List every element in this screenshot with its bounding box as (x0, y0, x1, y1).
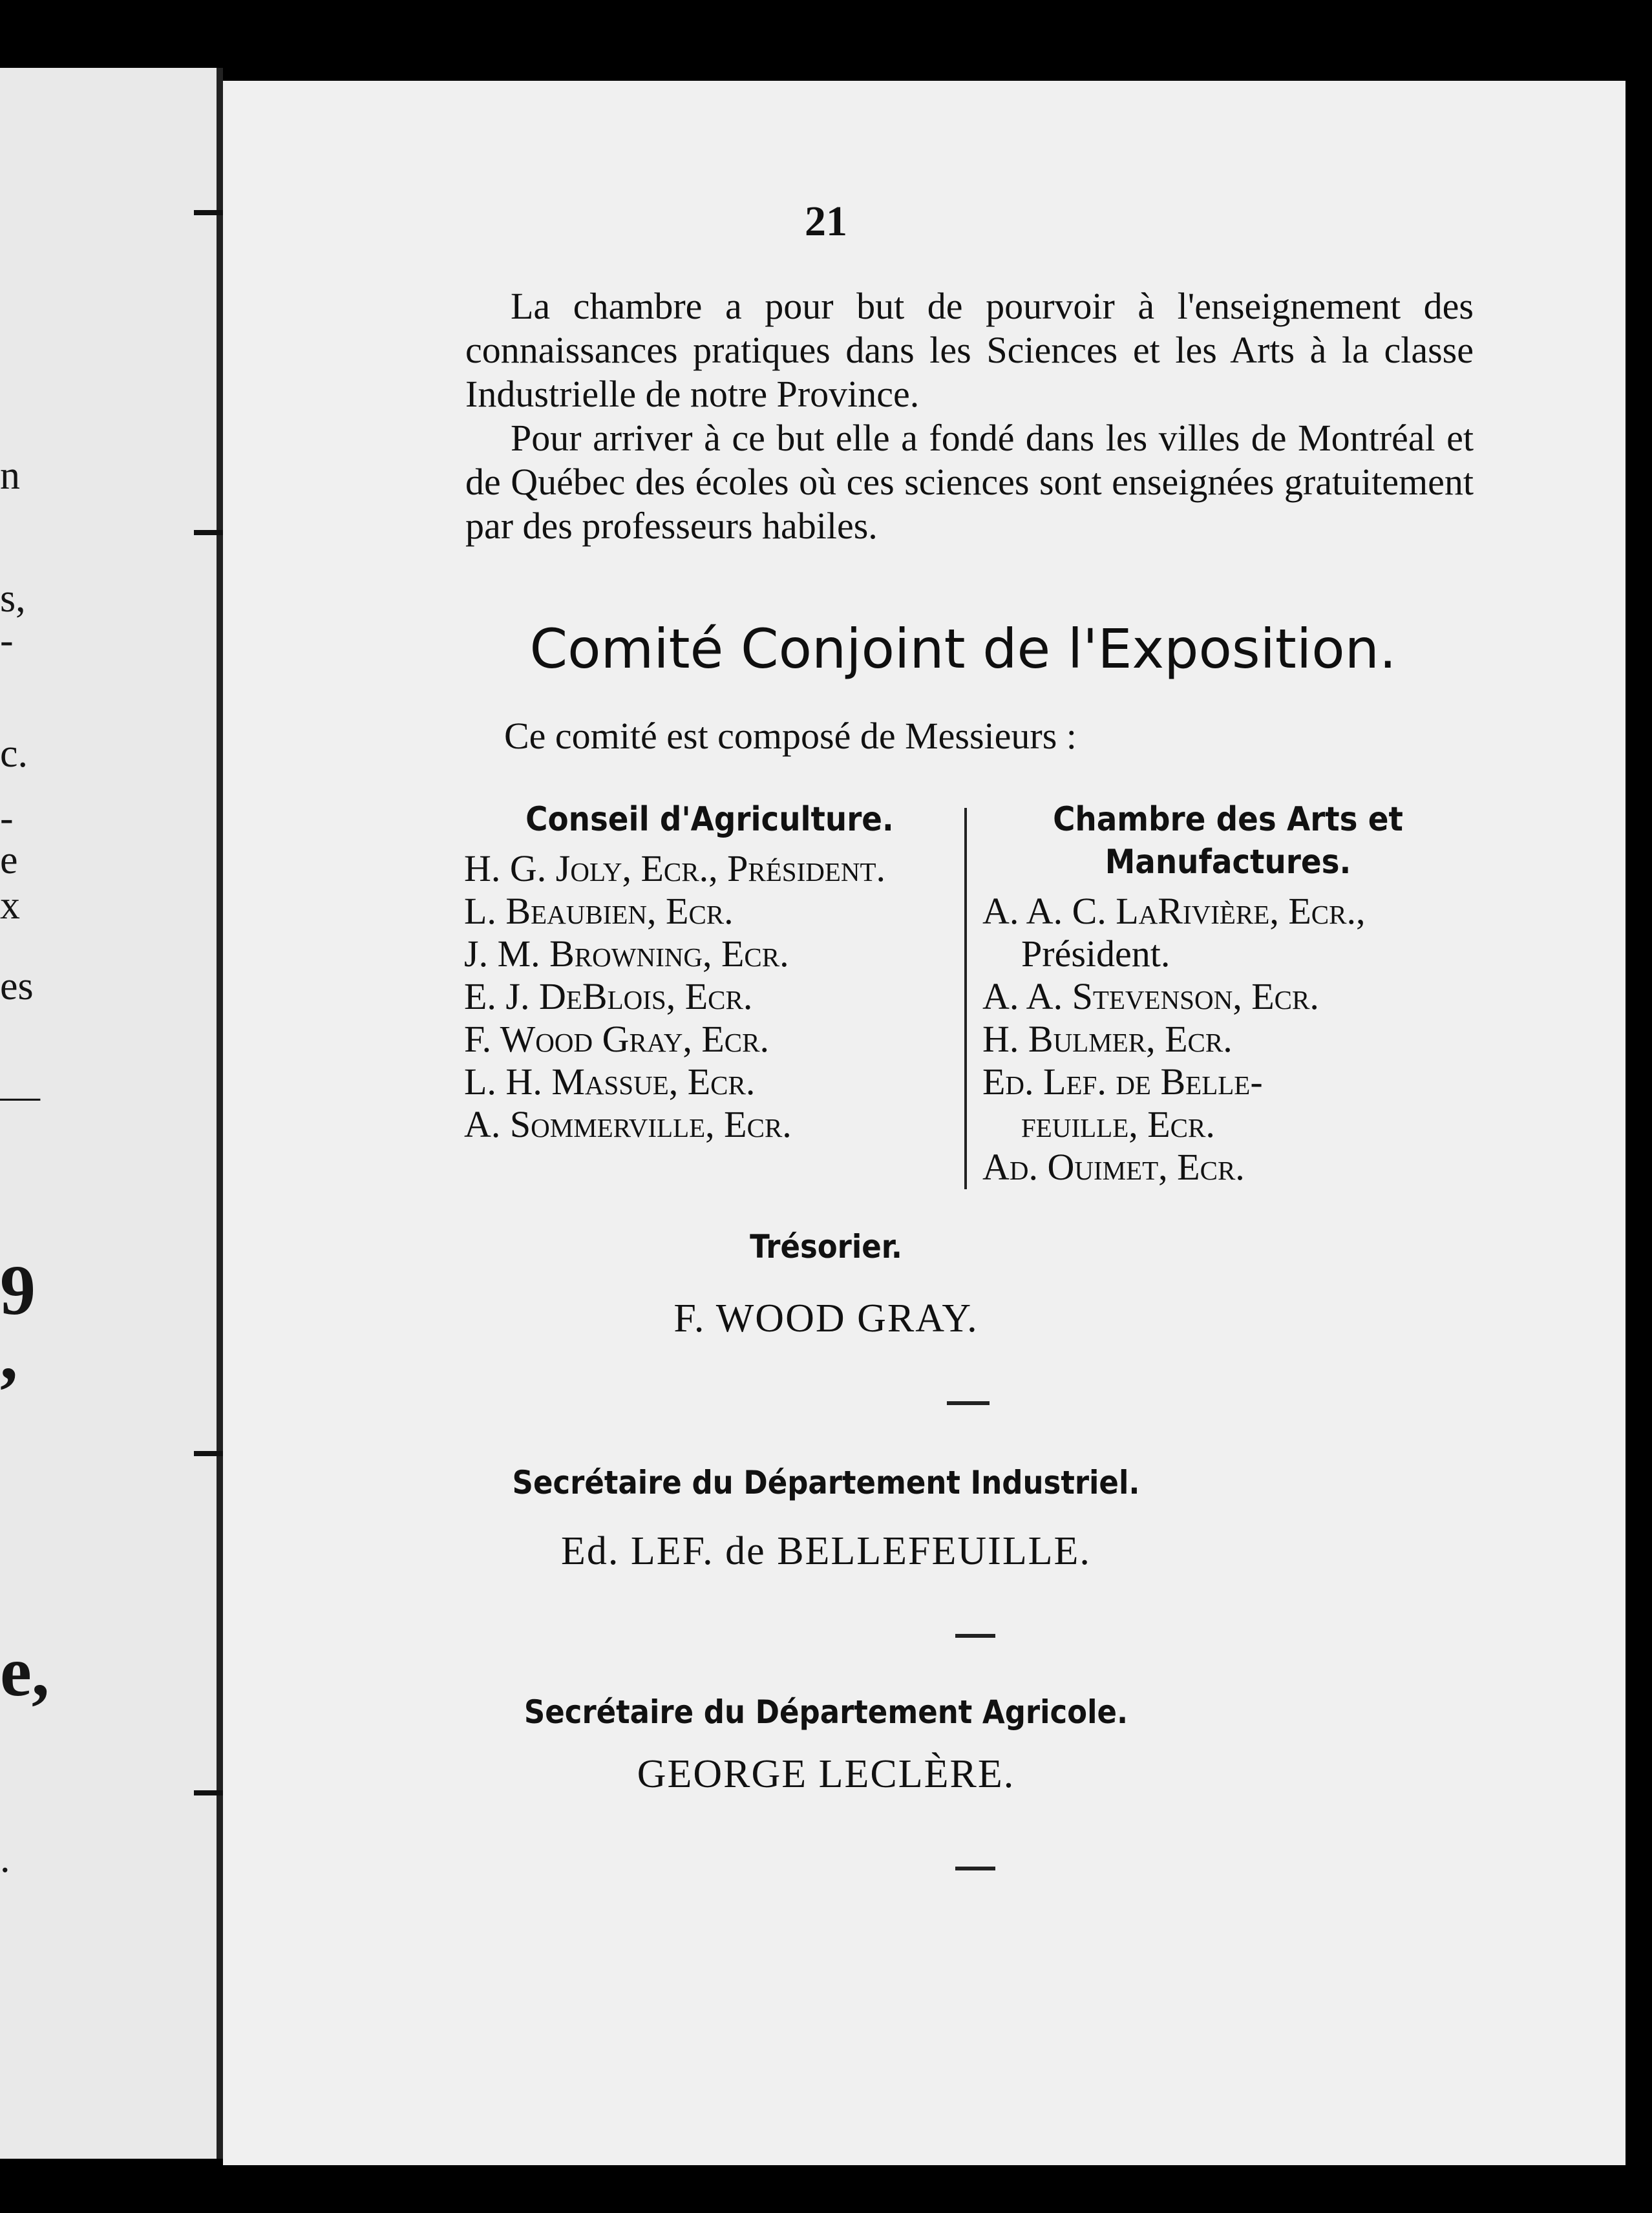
facing-page-fragment: es (0, 964, 34, 1008)
left-column (464, 798, 955, 1146)
member-name: F. Wood Gray, Ecr. (464, 1018, 769, 1060)
paragraph-text: La chambre a pour but de pourvoir à l'enseignement des connaissances pratiques dans les Sciences et les Arts à la classe Industrielle de notre Province. (465, 285, 1474, 415)
separator-dash (947, 1401, 990, 1405)
column-title: Chambre des Arts et Manufactures. (1053, 800, 1403, 882)
member-name: Ed. Lef. de Belle- (982, 1061, 1263, 1103)
facing-page (0, 68, 220, 2159)
facing-page-fragment: , (0, 1315, 18, 1394)
member-name: A. A. Stevenson, Ecr. (982, 975, 1319, 1017)
agricultural-secretary-label: Secrétaire du Département Agricole. (524, 1693, 1128, 1731)
column-divider (964, 808, 967, 1189)
member-name: Ad. Ouimet, Ecr. (982, 1146, 1245, 1188)
facing-page-fragment: - (0, 619, 14, 662)
separator-dash (955, 1634, 995, 1638)
page-number: 21 (805, 198, 847, 245)
facing-page-fragment: 9 (0, 1251, 36, 1329)
industrial-secretary-label: Secrétaire du Département Industriel. (512, 1464, 1140, 1501)
treasurer-label: Trésorier. (750, 1228, 902, 1265)
facing-page-fragment: — (0, 1074, 40, 1118)
book-gutter (217, 68, 223, 2159)
column-title: Conseil d'Agriculture. (525, 800, 894, 839)
member-name: A. A. C. LaRivière, Ecr., (982, 890, 1366, 932)
member-name: A. Sommerville, Ecr. (464, 1103, 792, 1145)
member-name: J. M. Browning, Ecr. (464, 933, 789, 975)
agricultural-secretary-name: GEORGE LECLÈRE. (637, 1752, 1015, 1796)
treasurer-name: F. WOOD GRAY. (673, 1297, 979, 1340)
member-name-continued: feuille, Ecr. (1021, 1103, 1215, 1145)
facing-page-fragment: - (0, 796, 14, 840)
member-name-continued: Président. (1021, 933, 1170, 975)
member-name: L. Beaubien, Ecr. (464, 890, 734, 932)
member-name: H. G. Joly, Ecr., Président. (464, 847, 886, 889)
facing-page-fragment: n (0, 454, 20, 498)
facing-page-fragment: . (0, 1837, 10, 1881)
intro-line: Ce comité est composé de Messieurs : (504, 715, 1077, 757)
facing-page-fragment: e, (0, 1632, 50, 1711)
facing-page-fragment: s, (0, 577, 26, 620)
facing-page-fragment: e (0, 838, 18, 882)
facing-page-fragment: c. (0, 732, 28, 776)
separator-dash (955, 1867, 995, 1870)
member-name: L. H. Massue, Ecr. (464, 1061, 756, 1103)
body-paragraph (465, 284, 1474, 548)
member-name: H. Bulmer, Ecr. (982, 1018, 1233, 1060)
right-column (982, 798, 1474, 1189)
industrial-secretary-name: Ed. LEF. de BELLEFEUILLE. (561, 1529, 1091, 1573)
facing-page-fragment: x (0, 884, 20, 927)
paragraph-text: Pour arriver à ce but elle a fondé dans les villes de Montréal et de Québec des écoles où ces sciences sont enseignées gratuitement par des professeurs habiles. (465, 417, 1474, 547)
member-name: E. J. DeBlois, Ecr. (464, 975, 753, 1017)
section-heading: Comité Conjoint de l'Exposition. (529, 617, 1397, 681)
